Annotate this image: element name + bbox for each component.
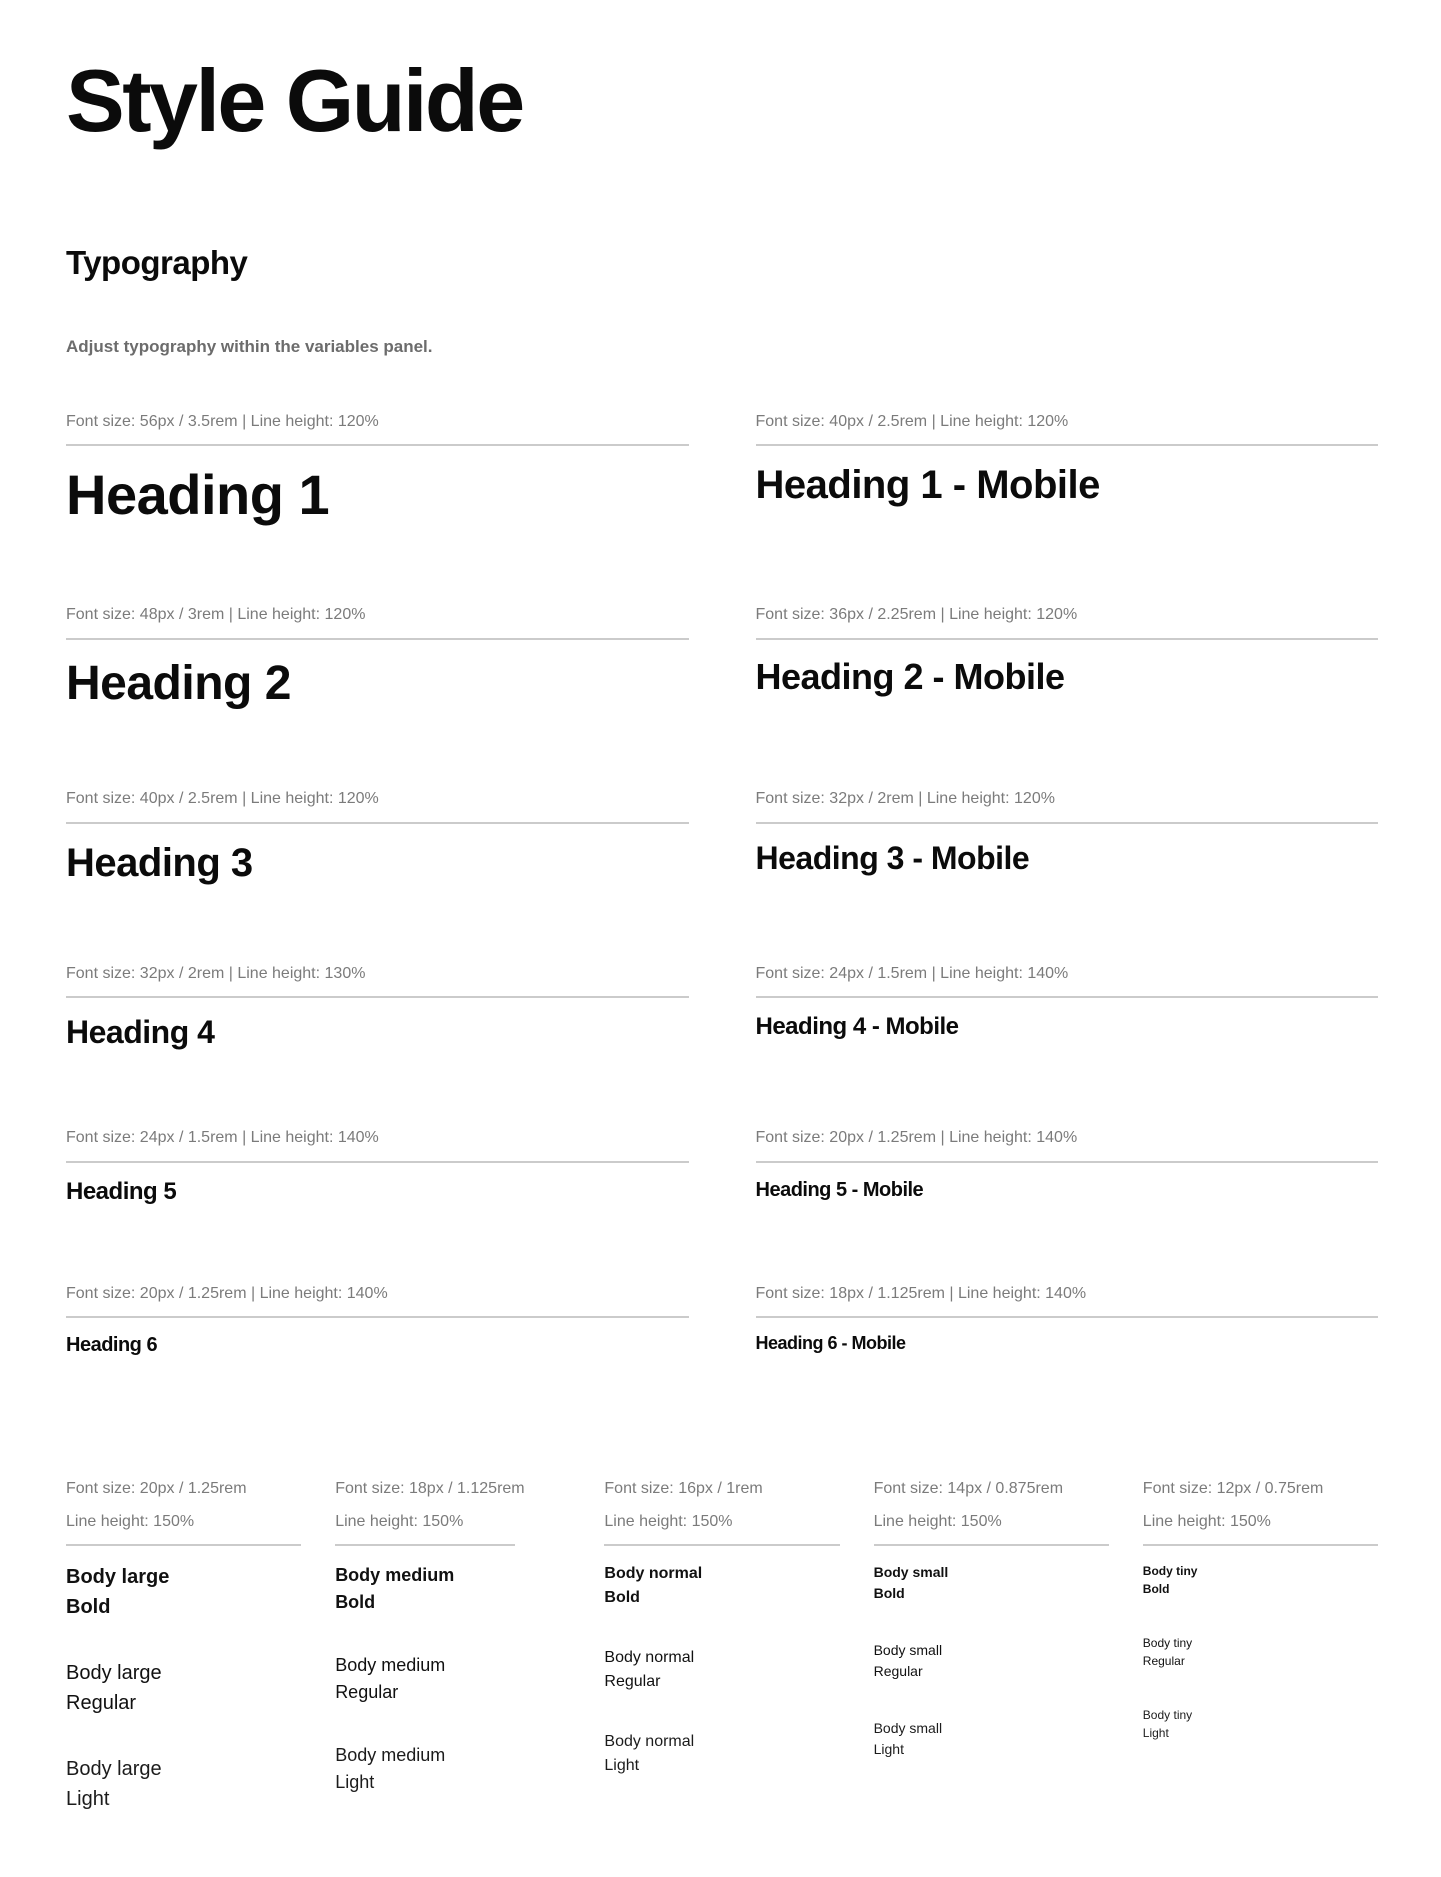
body-specimen-weight: Light bbox=[1142, 1726, 1169, 1741]
body-specimen-bold bbox=[874, 1562, 1109, 1604]
body-specimen-name: Body medium bbox=[335, 1745, 446, 1766]
body-specimen-name: Body normal bbox=[604, 1565, 703, 1583]
specimen-heading: Heading 3 - Mobile bbox=[755, 839, 1030, 876]
body-specimen-regular bbox=[335, 1652, 570, 1706]
divider-rule bbox=[1143, 1544, 1378, 1546]
divider-rule bbox=[756, 822, 1379, 824]
font-spec-label: Font size: 24px / 1.5rem | Line height: 140% bbox=[755, 964, 1069, 982]
body-style-column bbox=[335, 1473, 570, 1851]
divider-rule bbox=[66, 1161, 689, 1163]
body-font-size-line: Font size: 18px / 1.125rem bbox=[335, 1479, 525, 1497]
heading-specimen-cell bbox=[66, 1127, 689, 1206]
specimen-heading: Heading 2 - Mobile bbox=[755, 655, 1065, 697]
font-spec-label: Font size: 18px / 1.125rem | Line height: 140% bbox=[755, 1284, 1087, 1302]
heading-specimen-cell bbox=[66, 788, 689, 886]
body-specimen-regular bbox=[604, 1646, 839, 1694]
body-specimen-name: Body large bbox=[66, 1662, 162, 1685]
body-specimen-name: Body small bbox=[873, 1564, 949, 1581]
specimen-heading: Heading 1 - Mobile bbox=[755, 462, 1100, 507]
body-font-size-line: Font size: 14px / 0.875rem bbox=[873, 1479, 1064, 1497]
body-specimen-name: Body large bbox=[66, 1566, 170, 1589]
typography-section-heading: Typography bbox=[66, 244, 248, 282]
body-specimen-regular bbox=[66, 1658, 301, 1718]
body-specimen-name: Body tiny bbox=[1142, 1708, 1193, 1723]
body-specimen-light bbox=[604, 1730, 839, 1778]
body-specimen-weight: Light bbox=[604, 1757, 640, 1775]
divider-rule bbox=[756, 1161, 1379, 1163]
font-spec-label: Font size: 36px / 2.25rem | Line height: 120% bbox=[755, 606, 1078, 624]
heading-specimen-cell bbox=[756, 788, 1379, 886]
divider-rule bbox=[756, 1316, 1379, 1318]
font-spec-label: Font size: 32px / 2rem | Line height: 120% bbox=[755, 790, 1055, 808]
body-specimen-weight: Light bbox=[335, 1772, 375, 1793]
body-font-spec-label bbox=[1143, 1473, 1378, 1539]
typography-section-subtitle: Adjust typography within the variables panel. bbox=[66, 336, 433, 356]
body-line-height-line: Line height: 150% bbox=[1142, 1512, 1271, 1530]
heading-specimen-cell bbox=[756, 604, 1379, 712]
body-style-column bbox=[604, 1473, 839, 1851]
body-font-spec-label bbox=[335, 1473, 570, 1539]
body-style-column bbox=[874, 1473, 1109, 1851]
body-specimen-light bbox=[335, 1742, 570, 1796]
heading-specimen-cell bbox=[756, 1283, 1379, 1357]
body-specimen-weight: Bold bbox=[335, 1592, 376, 1613]
body-specimen-bold bbox=[66, 1562, 301, 1622]
body-specimen-weight: Regular bbox=[66, 1692, 137, 1715]
specimen-heading: Heading 2 bbox=[66, 656, 291, 710]
divider-rule bbox=[66, 822, 689, 824]
divider-rule bbox=[756, 444, 1379, 446]
font-spec-label: Font size: 24px / 1.5rem | Line height: 140% bbox=[66, 1129, 379, 1147]
body-specimen-name: Body medium bbox=[335, 1565, 455, 1586]
divider-rule bbox=[756, 996, 1379, 998]
font-spec-label: Font size: 20px / 1.25rem | Line height: 140% bbox=[66, 1284, 388, 1302]
specimen-heading: Heading 5 - Mobile bbox=[755, 1178, 924, 1201]
divider-rule bbox=[66, 444, 689, 446]
page-title: Style Guide bbox=[66, 51, 523, 150]
heading-specimen-cell bbox=[66, 411, 689, 529]
body-line-height-line: Line height: 150% bbox=[604, 1512, 733, 1530]
heading-specimen-cell bbox=[66, 963, 689, 1052]
body-specimen-name: Body tiny bbox=[1142, 1636, 1193, 1651]
font-spec-label: Font size: 32px / 2rem | Line height: 130% bbox=[66, 964, 366, 982]
divider-rule bbox=[604, 1544, 839, 1546]
body-line-height-line: Line height: 150% bbox=[335, 1512, 464, 1530]
divider-rule bbox=[66, 1544, 301, 1546]
body-specimen-name: Body large bbox=[66, 1758, 162, 1781]
body-specimen-weight: Bold bbox=[66, 1596, 111, 1619]
body-style-column bbox=[1143, 1473, 1378, 1851]
body-specimen-weight: Bold bbox=[1142, 1582, 1170, 1597]
heading-specimen-cell bbox=[66, 604, 689, 712]
specimen-heading: Heading 1 bbox=[66, 462, 330, 526]
body-font-spec-label bbox=[66, 1473, 301, 1539]
body-specimen-weight: Regular bbox=[604, 1673, 661, 1691]
body-specimen-name: Body normal bbox=[604, 1649, 695, 1667]
body-specimen-light bbox=[1143, 1706, 1378, 1742]
body-font-size-line: Font size: 20px / 1.25rem bbox=[66, 1479, 247, 1497]
divider-rule bbox=[66, 638, 689, 640]
body-specimen-weight: Bold bbox=[873, 1585, 905, 1602]
body-specimen-weight: Regular bbox=[873, 1663, 923, 1680]
heading-specimen-cell bbox=[756, 963, 1379, 1052]
body-specimen-bold bbox=[604, 1562, 839, 1610]
body-specimen-name: Body normal bbox=[604, 1733, 695, 1751]
specimen-heading: Heading 6 - Mobile bbox=[755, 1332, 906, 1353]
body-style-column bbox=[66, 1473, 301, 1851]
body-specimen-grid bbox=[66, 1473, 1378, 1851]
body-line-height-line: Line height: 150% bbox=[66, 1512, 195, 1530]
divider-rule bbox=[66, 996, 689, 998]
body-specimen-name: Body medium bbox=[335, 1655, 446, 1676]
body-specimen-weight: Regular bbox=[1142, 1654, 1185, 1669]
heading-specimen-cell bbox=[756, 411, 1379, 529]
font-spec-label: Font size: 40px / 2.5rem | Line height: 120% bbox=[66, 790, 379, 808]
body-font-spec-label bbox=[604, 1473, 839, 1539]
body-specimen-weight: Light bbox=[873, 1741, 904, 1758]
specimen-heading: Heading 5 bbox=[66, 1177, 177, 1205]
font-spec-label: Font size: 40px / 2.5rem | Line height: 120% bbox=[755, 412, 1069, 430]
divider-rule bbox=[66, 1316, 689, 1318]
specimen-heading: Heading 3 bbox=[66, 840, 253, 885]
body-specimen-regular bbox=[1143, 1634, 1378, 1670]
body-font-spec-label bbox=[874, 1473, 1109, 1539]
body-specimen-name: Body small bbox=[873, 1720, 943, 1737]
heading-specimen-cell bbox=[756, 1127, 1379, 1206]
font-spec-label: Font size: 48px / 3rem | Line height: 120% bbox=[66, 606, 366, 624]
body-specimen-name: Body small bbox=[873, 1642, 943, 1659]
body-specimen-light bbox=[66, 1754, 301, 1814]
body-specimen-weight: Light bbox=[66, 1788, 110, 1811]
body-specimen-bold bbox=[1143, 1562, 1378, 1598]
specimen-heading: Heading 4 - Mobile bbox=[755, 1012, 959, 1040]
divider-rule bbox=[756, 638, 1379, 640]
body-specimen-bold bbox=[335, 1562, 570, 1616]
body-font-size-line: Font size: 12px / 0.75rem bbox=[1142, 1479, 1324, 1497]
body-specimen-name: Body tiny bbox=[1142, 1564, 1198, 1579]
body-specimen-weight: Bold bbox=[604, 1589, 640, 1607]
heading-specimen-grid bbox=[66, 411, 1378, 1433]
body-specimen-regular bbox=[874, 1640, 1109, 1682]
font-spec-label: Font size: 20px / 1.25rem | Line height: 140% bbox=[755, 1129, 1078, 1147]
body-specimen-light bbox=[874, 1718, 1109, 1760]
body-specimen-weight: Regular bbox=[335, 1682, 399, 1703]
specimen-heading: Heading 4 bbox=[66, 1013, 215, 1050]
body-font-size-line: Font size: 16px / 1rem bbox=[604, 1479, 763, 1497]
body-line-height-line: Line height: 150% bbox=[873, 1512, 1002, 1530]
divider-rule bbox=[335, 1544, 515, 1546]
divider-rule bbox=[874, 1544, 1109, 1546]
heading-specimen-cell bbox=[66, 1283, 689, 1357]
font-spec-label: Font size: 56px / 3.5rem | Line height: 120% bbox=[66, 412, 379, 430]
specimen-heading: Heading 6 bbox=[66, 1333, 158, 1356]
